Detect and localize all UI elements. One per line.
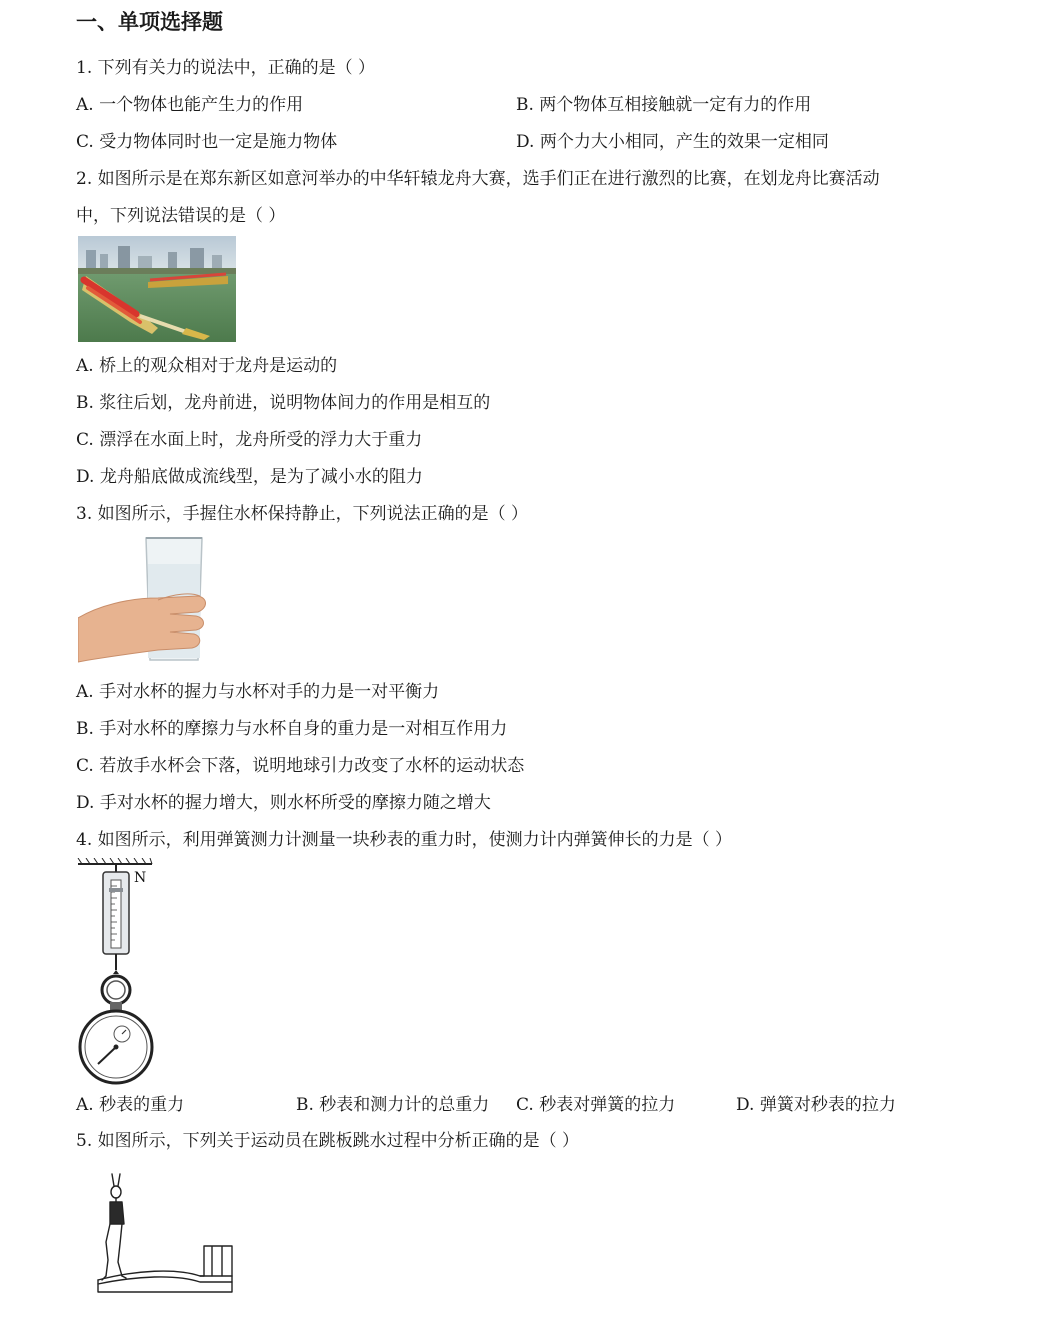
q3-option-a[interactable]: A. 手对水杯的握力与水杯对手的力是一对平衡力 [76,682,440,702]
q2-option-c[interactable]: C. 漂浮在水面上时，龙舟所受的浮力大于重力 [76,430,423,450]
q2-option-b[interactable]: B. 浆往后划，龙舟前进，说明物体间力的作用是相互的 [76,393,491,413]
q1-option-d[interactable]: D. 两个力大小相同，产生的效果一定相同 [516,132,829,152]
hand-holding-cup-photo [78,536,210,664]
spring-scale-stopwatch-figure [76,858,166,1086]
q1-option-b[interactable]: B. 两个物体互相接触就一定有力的作用 [516,95,812,115]
q2-option-a[interactable]: A. 桥上的观众相对于龙舟是运动的 [76,356,338,376]
q3-stem: 3. 如图所示，手握住水杯保持静止，下列说法正确的是（ ） [76,504,529,524]
q3-option-c[interactable]: C. 若放手水杯会下落，说明地球引力改变了水杯的运动状态 [76,756,525,776]
q2-stem-line2: 中，下列说法错误的是（ ） [76,206,286,226]
q4-stem: 4. 如图所示，利用弹簧测力计测量一块秒表的重力时，使测力计内弹簧伸长的力是（ ） [76,830,733,850]
q2-option-d[interactable]: D. 龙舟船底做成流线型，是为了减小水的阻力 [76,467,423,487]
q1-option-c[interactable]: C. 受力物体同时也一定是施力物体 [76,132,338,152]
scale-unit-label: N [134,870,147,886]
q3-option-b[interactable]: B. 手对水杯的摩擦力与水杯自身的重力是一对相互作用力 [76,719,508,739]
q4-option-a[interactable]: A. 秒表的重力 [76,1095,185,1115]
springboard-diver-figure [96,1172,236,1296]
q3-option-d[interactable]: D. 手对水杯的握力增大，则水杯所受的摩擦力随之增大 [76,793,491,813]
q5-stem: 5. 如图所示，下列关于运动员在跳板跳水过程中分析正确的是（ ） [76,1131,580,1151]
q4-option-d[interactable]: D. 弹簧对秒表的拉力 [736,1095,896,1115]
q2-stem-line1: 2. 如图所示是在郑东新区如意河举办的中华轩辕龙舟大赛，选手们正在进行激烈的比赛，在划龙舟比赛活动 [76,169,880,189]
q4-option-b[interactable]: B. 秒表和测力计的总重力 [296,1095,490,1115]
q1-stem: 1. 下列有关力的说法中，正确的是（ ） [76,58,376,78]
q4-option-c[interactable]: C. 秒表对弹簧的拉力 [516,1095,676,1115]
dragon-boat-photo [78,236,236,342]
section-title: 一、单项选择题 [76,10,223,34]
q1-option-a[interactable]: A. 一个物体也能产生力的作用 [76,95,304,115]
